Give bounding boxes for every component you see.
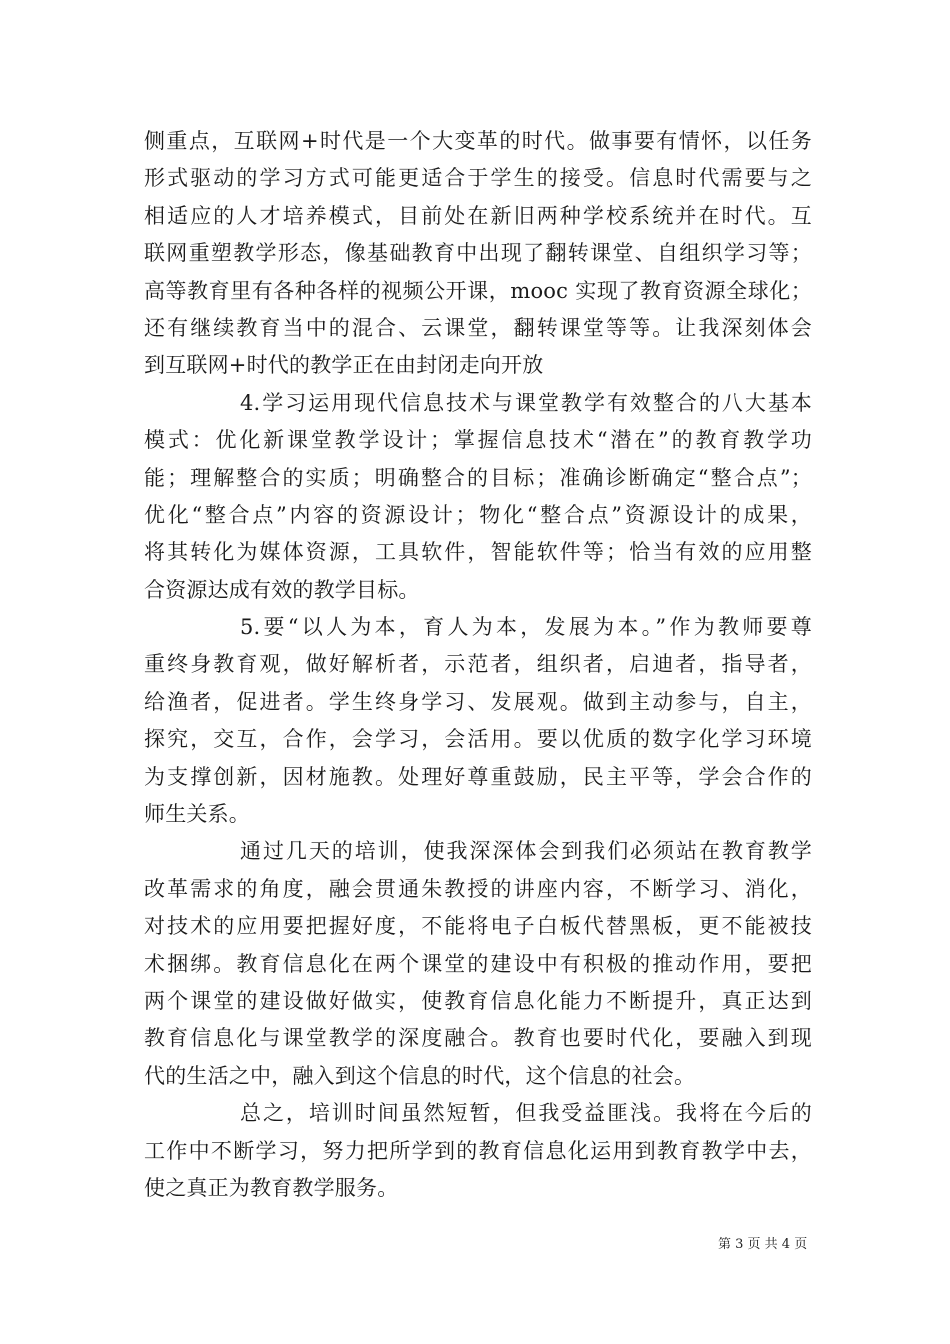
text-line: 能；理解整合的实质；明确整合的目标；准确诊断确定“整合点”； bbox=[144, 465, 812, 490]
text-line: 高等教育里有各种各样的视频公开课，mooc 实现了教育资源全球化； bbox=[144, 278, 812, 303]
text-line: 通过几天的培训，使我深深体会到我们必须站在教育教学 bbox=[240, 839, 812, 864]
document-body bbox=[144, 123, 812, 1207]
text-line: 5.要“以人为本，育人为本，发展为本。”作为教师要尊 bbox=[240, 615, 812, 640]
text-line: 为支撑创新，因材施教。处理好尊重鼓励，民主平等，学会合作的 bbox=[144, 764, 812, 789]
text-line: 相适应的人才培养模式，目前处在新旧两种学校系统并在时代。互 bbox=[144, 203, 812, 228]
paragraph bbox=[144, 609, 812, 833]
text-line: 两个课堂的建设做好做实，使教育信息化能力不断提升，真正达到 bbox=[144, 988, 812, 1013]
text-line: 使之真正为教育教学服务。 bbox=[144, 1175, 399, 1200]
paragraph bbox=[144, 123, 812, 385]
text-line: 师生关系。 bbox=[144, 802, 250, 827]
text-line: 合资源达成有效的教学目标。 bbox=[144, 577, 420, 602]
text-line: 工作中不断学习，努力把所学到的教育信息化运用到教育教学中去， bbox=[144, 1138, 812, 1163]
text-line: 重终身教育观，做好解析者，示范者，组织者，启迪者，指导者， bbox=[144, 652, 812, 677]
paragraph bbox=[144, 1095, 812, 1207]
text-line: 对技术的应用要把握好度，不能将电子白板代替黑板，更不能被技 bbox=[144, 914, 812, 939]
text-line: 术捆绑。教育信息化在两个课堂的建设中有积极的推动作用，要把 bbox=[144, 951, 812, 976]
text-line: 侧重点，互联网+时代是一个大变革的时代。做事要有情怀，以任务 bbox=[144, 129, 812, 153]
text-line: 到互联网+时代的教学正在由封闭走向开放 bbox=[144, 353, 544, 378]
text-line: 模式：优化新课堂教学设计；掌握信息技术“潜在”的教育教学功 bbox=[144, 428, 812, 453]
text-line: 4.学习运用现代信息技术与课堂教学有效整合的八大基本 bbox=[240, 390, 812, 415]
paragraph bbox=[144, 385, 812, 609]
text-line: 优化“整合点”内容的资源设计；物化“整合点”资源设计的成果， bbox=[144, 502, 812, 527]
paragraph bbox=[144, 833, 812, 1095]
text-line: 形式驱动的学习方式可能更适合于学生的接受。信息时代需要与之 bbox=[144, 166, 812, 191]
text-line: 改革需求的角度，融会贯通朱教授的讲座内容，不断学习、消化， bbox=[144, 876, 812, 901]
text-line: 总之，培训时间虽然短暂，但我受益匪浅。我将在今后的 bbox=[240, 1101, 812, 1126]
text-line: 探究，交互，合作，会学习，会活用。要以优质的数字化学习环境 bbox=[144, 727, 812, 752]
text-line: 将其转化为媒体资源，工具软件，智能软件等；恰当有效的应用整 bbox=[144, 540, 812, 565]
text-line: 还有继续教育当中的混合、云课堂，翻转课堂等等。让我深刻体会 bbox=[144, 315, 812, 340]
text-line: 给渔者，促进者。学生终身学习、发展观。做到主动参与，自主， bbox=[144, 689, 812, 714]
text-line: 联网重塑教学形态，像基础教育中出现了翻转课堂、自组织学习等； bbox=[144, 241, 812, 266]
text-line: 代的生活之中，融入到这个信息的时代，这个信息的社会。 bbox=[144, 1063, 696, 1088]
page-number: 第 3 页 共 4 页 bbox=[718, 1237, 808, 1252]
text-line: 教育信息化与课堂教学的深度融合。教育也要时代化，要融入到现 bbox=[144, 1026, 812, 1051]
